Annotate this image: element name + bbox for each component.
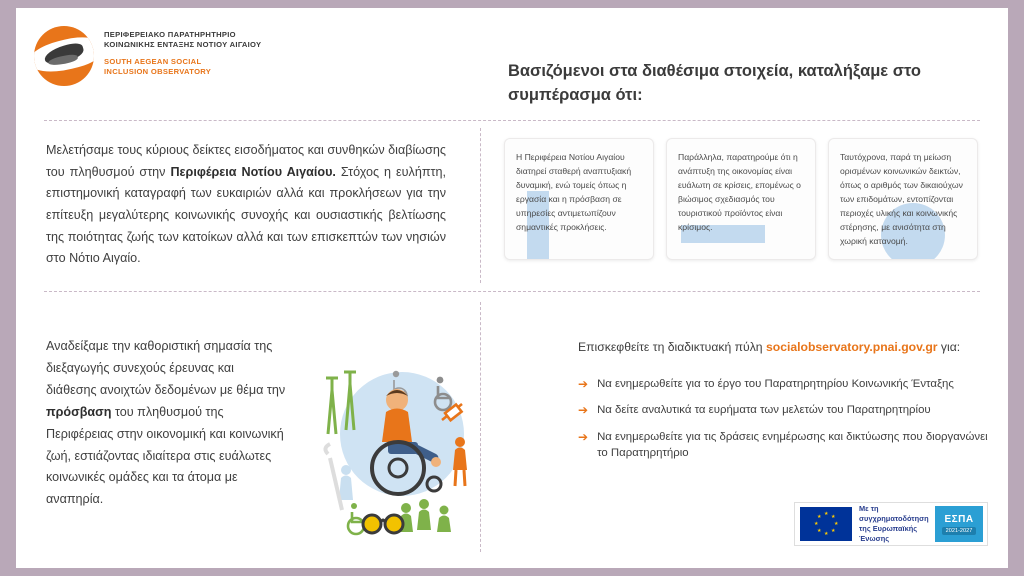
logo-greek-line1: ΠΕΡΙΦΕΡΕΙΑΚΟ ΠΑΡΑΤΗΡΗΤΗΡΙΟ bbox=[104, 30, 236, 39]
logo bbox=[34, 26, 261, 86]
logo-greek-line2: ΚΟΙΝΩΝΙΚΗΣ ΕΝΤΑΞΗΣ ΝΟΤΙΟΥ ΑΙΓΑΙΟΥ bbox=[104, 40, 262, 50]
finding-card bbox=[828, 138, 978, 260]
list-item bbox=[578, 376, 998, 393]
finding-card-text: Ταυτόχρονα, παρά τη μείωση ορισμένων κοινωνικών δεικτών, όπως ο αριθμός των δικαιούχων των επιδομάτων, εντοπίζονται περιοχές υλικής και κοινωνικής στέρησης, με ανισότητα στη χωρική κατανομή. bbox=[840, 152, 963, 246]
eu-funding-badge bbox=[794, 502, 988, 546]
espa-logo bbox=[935, 506, 983, 542]
slide-canvas bbox=[16, 8, 1008, 568]
glasses-icon bbox=[363, 515, 403, 533]
eu-funding-line2: της Ευρωπαϊκής Ένωσης bbox=[859, 524, 918, 543]
white-cane-icon bbox=[325, 444, 342, 510]
accessibility-illustration bbox=[302, 338, 502, 538]
portal-bullet-list bbox=[578, 376, 998, 471]
finding-card-text: Παράλληλα, παρατηρούμε ότι η ανάπτυξη της οικονομίας είναι ευάλωτη σε κρίσεις, επομένως ο βιώσιμος σχεδιασμός του τουριστικού προϊόντος είναι κρίσιμος. bbox=[678, 152, 801, 232]
finding-card bbox=[666, 138, 816, 260]
intro-part2: Στόχος η ευλήπτη, επιστημονική καταγραφή των ευκαιριών αλλά και προκλήσεων για την επίτευξη μεγαλύτερης κοινωνικής συνοχής και ουσιαστικής βελτίωσης της ποιότητας ζωής των κατοίκων αλλά και των επισκεπτών των νησιών στο Νότιο Αιγαίο. bbox=[46, 164, 446, 266]
eu-funding-line1: Με τη συγχρηματοδότηση bbox=[859, 504, 929, 524]
espa-years: 2021-2027 bbox=[942, 527, 977, 535]
logo-text bbox=[104, 26, 261, 77]
person-icon-left bbox=[339, 465, 353, 500]
research-part1: Αναδείξαμε την καθοριστική σημασία της διεξαγωγής συνεχούς έρευνας και διάθεσης ανοιχτών δεδομένων με θέμα την bbox=[46, 339, 286, 397]
portal-url-link[interactable]: socialobservatory.pnai.gov.gr bbox=[765, 340, 938, 354]
portal-suffix: για: bbox=[937, 340, 961, 354]
intro-paragraph bbox=[46, 140, 446, 270]
list-item-label: Να ενημερωθείτε για το έργο του Παρατηρητηρίου Κοινωνικής Ένταξης bbox=[597, 378, 954, 390]
research-bold: πρόσβαση bbox=[46, 404, 112, 419]
eu-funding-text bbox=[859, 504, 935, 544]
list-item-label: Να δείτε αναλυτικά τα ευρήματα των μελετών του Παρατηρητηρίου bbox=[597, 404, 931, 417]
intro-bold: Περιφέρεια Νοτίου Αιγαίου. bbox=[170, 164, 336, 179]
finding-card bbox=[504, 138, 654, 260]
wheelchair-symbol-icon bbox=[348, 503, 364, 534]
people-icons-bottom bbox=[399, 499, 451, 532]
arrow-right-icon: ➔ bbox=[578, 403, 589, 418]
eu-flag-icon: ★ ★ ★ ★ ★ ★ ★ ★ bbox=[800, 507, 852, 541]
list-item-label: Να ενημερωθείτε για τις δράσεις ενημέρωσης και δικτύωσης που διοργανώνει το Παρατηρητήριο bbox=[597, 430, 988, 460]
logo-english-line2: INCLUSION OBSERVATORY bbox=[104, 66, 212, 76]
portal-line bbox=[578, 338, 998, 356]
findings-cards bbox=[504, 138, 978, 260]
finding-card-text: Η Περιφέρεια Νοτίου Αιγαίου διατηρεί σταθερή αναπτυξιακή δυναμική, ενώ τομείς όπως η εργασία και η πρόσβαση σε υπηρεσίες αντιμετωπίζουν σημαντικές προκλήσεις. bbox=[516, 152, 632, 232]
list-item bbox=[578, 429, 998, 462]
observatory-logo-icon bbox=[34, 26, 94, 86]
intro-part1: Μελετήσαμε τους κύριους δείκτες εισοδήματος και συνθηκών διαβίωσης του πληθυσμού στην bbox=[46, 143, 446, 179]
illustration-svg bbox=[302, 338, 502, 538]
research-paragraph bbox=[46, 336, 286, 511]
logo-english-line1: SOUTH AEGEAN SOCIAL bbox=[104, 56, 202, 66]
portal-prefix: Επισκεφθείτε τη διαδικτυακή πύλη bbox=[578, 340, 766, 354]
list-item bbox=[578, 402, 998, 419]
research-part2: του πληθυσμού της Περιφέρειας στην οικονομική και κοινωνική ζωή, εστιάζοντας ιδιαίτερα στις ευάλωτες κοινωνικές ομάδες και τα άτομα με αναπηρία. bbox=[46, 404, 284, 507]
arrow-right-icon: ➔ bbox=[578, 429, 589, 444]
divider-vertical-upper bbox=[480, 128, 481, 283]
espa-label: ΕΣΠΑ bbox=[944, 513, 974, 525]
divider-middle bbox=[44, 291, 980, 292]
page-title: Βασιζόμενοι στα διαθέσιμα στοιχεία, καταλήξαμε στο συμπέρασμα ότι: bbox=[508, 62, 921, 104]
divider-top bbox=[44, 120, 980, 121]
header bbox=[16, 8, 1008, 120]
arrow-right-icon: ➔ bbox=[578, 377, 589, 391]
